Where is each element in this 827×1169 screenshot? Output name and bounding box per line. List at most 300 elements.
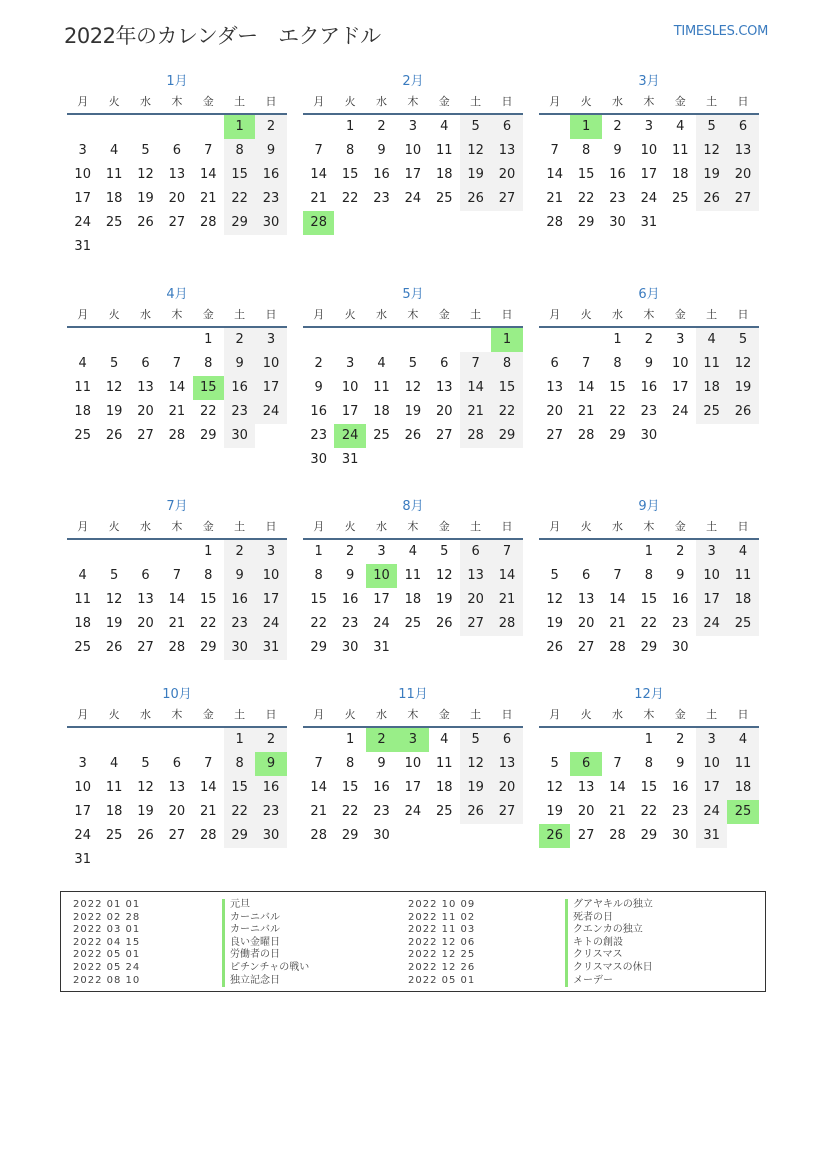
day-cell[interactable]: 22	[640, 804, 658, 819]
day-cell[interactable]: 27	[727, 187, 758, 211]
day-cell[interactable]: 22	[199, 616, 217, 631]
day-cell[interactable]: 29	[310, 640, 327, 655]
day-cell[interactable]: 20	[168, 191, 186, 206]
day-cell[interactable]: 29	[609, 428, 626, 443]
day-cell[interactable]: 20	[137, 404, 154, 419]
day-cell[interactable]: 12	[105, 592, 123, 607]
day-cell[interactable]: 1	[644, 544, 653, 559]
day-cell[interactable]: 12	[696, 139, 727, 163]
day-cell[interactable]: 7	[613, 756, 622, 771]
day-cell[interactable]: 24	[696, 800, 727, 824]
day-cell[interactable]: 11	[435, 143, 453, 158]
day-cell[interactable]: 21	[199, 191, 217, 206]
day-cell[interactable]: 9	[345, 568, 355, 583]
day-cell[interactable]: 6	[141, 356, 150, 371]
day-cell[interactable]: 17	[696, 776, 727, 800]
day-cell[interactable]: 19	[546, 804, 563, 819]
day-cell[interactable]: 24	[404, 804, 422, 819]
day-cell[interactable]: 4	[78, 356, 87, 371]
day-cell[interactable]: 7	[550, 143, 559, 158]
day-cell[interactable]: 17	[341, 404, 359, 419]
day-cell[interactable]: 28	[310, 828, 327, 843]
day-cell[interactable]: 17	[640, 167, 658, 182]
day-cell[interactable]: 12	[105, 380, 123, 395]
day-cell[interactable]: 23	[373, 804, 390, 819]
day-cell[interactable]: 27	[577, 828, 595, 843]
day-cell[interactable]: 18	[373, 404, 390, 419]
day-cell[interactable]: 15	[577, 167, 595, 182]
day-cell[interactable]: 3	[696, 540, 727, 564]
day-cell[interactable]: 28	[168, 428, 186, 443]
day-cell[interactable]: 24	[334, 424, 365, 448]
day-cell[interactable]: 13	[435, 380, 453, 395]
day-cell[interactable]: 21	[460, 400, 491, 424]
day-cell[interactable]: 28	[303, 211, 334, 235]
day-cell[interactable]: 24	[404, 191, 422, 206]
day-cell[interactable]: 2	[255, 728, 286, 752]
day-cell[interactable]: 17	[74, 804, 91, 819]
day-cell[interactable]: 13	[491, 752, 522, 776]
day-cell[interactable]: 13	[460, 564, 491, 588]
day-cell[interactable]: 1	[204, 544, 213, 559]
day-cell[interactable]: 22	[640, 616, 658, 631]
day-cell[interactable]: 3	[408, 119, 417, 134]
day-cell[interactable]: 6	[440, 356, 449, 371]
day-cell[interactable]: 17	[255, 588, 286, 612]
day-cell[interactable]: 3	[78, 756, 87, 771]
day-cell[interactable]: 6	[141, 568, 150, 583]
day-cell[interactable]: 11	[105, 780, 123, 795]
day-cell[interactable]: 5	[550, 568, 559, 583]
day-cell[interactable]: 5	[460, 728, 491, 752]
day-cell[interactable]: 30	[341, 640, 359, 655]
day-cell[interactable]: 13	[137, 592, 154, 607]
day-cell[interactable]: 15	[640, 780, 658, 795]
day-cell[interactable]: 4	[109, 143, 119, 158]
day-cell[interactable]: 29	[224, 211, 255, 235]
day-cell[interactable]: 15	[640, 592, 658, 607]
day-cell[interactable]: 7	[204, 143, 213, 158]
day-cell[interactable]: 15	[193, 376, 224, 400]
day-cell[interactable]: 11	[435, 756, 453, 771]
day-cell[interactable]: 5	[440, 544, 449, 559]
day-cell[interactable]: 8	[204, 568, 213, 583]
day-cell[interactable]: 9	[224, 564, 255, 588]
day-cell[interactable]: 26	[696, 187, 727, 211]
day-cell[interactable]: 7	[613, 568, 622, 583]
day-cell[interactable]: 14	[609, 592, 626, 607]
day-cell[interactable]: 18	[727, 776, 758, 800]
day-cell[interactable]: 18	[74, 404, 91, 419]
day-cell[interactable]: 12	[727, 352, 758, 376]
day-cell[interactable]: 17	[373, 592, 390, 607]
day-cell[interactable]: 9	[314, 380, 323, 395]
day-cell[interactable]: 12	[137, 167, 154, 182]
day-cell[interactable]: 28	[199, 828, 217, 843]
day-cell[interactable]: 23	[310, 428, 327, 443]
day-cell[interactable]: 29	[199, 640, 217, 655]
day-cell[interactable]: 26	[137, 215, 154, 230]
day-cell[interactable]: 1	[644, 732, 653, 747]
day-cell[interactable]: 16	[310, 404, 327, 419]
day-cell[interactable]: 7	[491, 540, 522, 564]
day-cell[interactable]: 30	[671, 828, 689, 843]
day-cell[interactable]: 13	[168, 780, 186, 795]
day-cell[interactable]: 4	[440, 732, 449, 747]
day-cell[interactable]: 9	[377, 143, 386, 158]
day-cell[interactable]: 17	[255, 376, 286, 400]
day-cell[interactable]: 9	[644, 356, 653, 371]
day-cell[interactable]: 21	[168, 404, 186, 419]
day-cell[interactable]: 23	[255, 187, 286, 211]
day-cell[interactable]: 21	[577, 404, 595, 419]
day-cell[interactable]: 22	[224, 187, 255, 211]
day-cell[interactable]: 9	[676, 568, 685, 583]
day-cell[interactable]: 22	[341, 191, 359, 206]
day-cell[interactable]: 2	[613, 119, 622, 134]
day-cell[interactable]: 5	[460, 115, 491, 139]
day-cell[interactable]: 22	[310, 616, 327, 631]
day-cell[interactable]: 10	[366, 564, 397, 588]
day-cell[interactable]: 26	[460, 187, 491, 211]
day-cell[interactable]: 30	[255, 211, 286, 235]
day-cell[interactable]: 11	[74, 592, 91, 607]
day-cell[interactable]: 20	[168, 804, 186, 819]
day-cell[interactable]: 17	[671, 380, 689, 395]
day-cell[interactable]: 15	[310, 592, 327, 607]
day-cell[interactable]: 9	[377, 756, 386, 771]
day-cell[interactable]: 8	[224, 139, 255, 163]
day-cell[interactable]: 21	[168, 616, 186, 631]
day-cell[interactable]: 22	[341, 804, 359, 819]
day-cell[interactable]: 11	[696, 352, 727, 376]
day-cell[interactable]: 29	[224, 824, 255, 848]
day-cell[interactable]: 13	[577, 780, 595, 795]
day-cell[interactable]: 30	[310, 452, 327, 467]
day-cell[interactable]: 10	[404, 756, 422, 771]
day-cell[interactable]: 14	[460, 376, 491, 400]
day-cell[interactable]: 29	[640, 828, 658, 843]
day-cell[interactable]: 3	[377, 544, 386, 559]
day-cell[interactable]: 27	[577, 640, 595, 655]
day-cell[interactable]: 8	[204, 356, 213, 371]
day-cell[interactable]: 19	[546, 616, 563, 631]
day-cell[interactable]: 5	[408, 356, 417, 371]
day-cell[interactable]: 27	[491, 187, 522, 211]
day-cell[interactable]: 22	[224, 800, 255, 824]
day-cell[interactable]: 9	[676, 756, 685, 771]
day-cell[interactable]: 25	[404, 616, 422, 631]
day-cell[interactable]: 30	[373, 828, 390, 843]
day-cell[interactable]: 9	[255, 752, 286, 776]
day-cell[interactable]: 19	[404, 404, 422, 419]
day-cell[interactable]: 24	[74, 215, 91, 230]
day-cell[interactable]: 26	[727, 400, 758, 424]
day-cell[interactable]: 24	[696, 612, 727, 636]
day-cell[interactable]: 6	[172, 756, 181, 771]
day-cell[interactable]: 9	[255, 139, 286, 163]
day-cell[interactable]: 2	[345, 544, 355, 559]
day-cell[interactable]: 13	[727, 139, 758, 163]
day-cell[interactable]: 15	[199, 592, 217, 607]
day-cell[interactable]: 2	[224, 540, 255, 564]
day-cell[interactable]: 12	[435, 568, 453, 583]
day-cell[interactable]: 26	[539, 824, 570, 848]
day-cell[interactable]: 23	[609, 191, 626, 206]
day-cell[interactable]: 3	[255, 540, 286, 564]
day-cell[interactable]: 18	[105, 804, 123, 819]
day-cell[interactable]: 2	[377, 119, 386, 134]
day-cell[interactable]: 20	[435, 404, 453, 419]
day-cell[interactable]: 20	[491, 776, 522, 800]
day-cell[interactable]: 20	[460, 588, 491, 612]
day-cell[interactable]: 18	[435, 780, 453, 795]
day-cell[interactable]: 11	[727, 752, 758, 776]
day-cell[interactable]: 16	[255, 776, 286, 800]
day-cell[interactable]: 1	[204, 332, 213, 347]
day-cell[interactable]: 1	[345, 732, 355, 747]
day-cell[interactable]: 22	[199, 404, 217, 419]
day-cell[interactable]: 14	[491, 564, 522, 588]
day-cell[interactable]: 25	[74, 428, 91, 443]
day-cell[interactable]: 3	[78, 143, 87, 158]
day-cell[interactable]: 15	[341, 780, 359, 795]
day-cell[interactable]: 14	[168, 380, 186, 395]
day-cell[interactable]: 27	[137, 640, 154, 655]
day-cell[interactable]: 7	[460, 352, 491, 376]
day-cell[interactable]: 6	[727, 115, 758, 139]
day-cell[interactable]: 14	[577, 380, 595, 395]
day-cell[interactable]: 8	[345, 143, 355, 158]
day-cell[interactable]: 27	[546, 428, 563, 443]
day-cell[interactable]: 3	[676, 332, 685, 347]
day-cell[interactable]: 24	[671, 404, 689, 419]
day-cell[interactable]: 7	[172, 356, 181, 371]
day-cell[interactable]: 16	[671, 592, 689, 607]
day-cell[interactable]: 23	[224, 400, 255, 424]
day-cell[interactable]: 10	[640, 143, 658, 158]
day-cell[interactable]: 22	[491, 400, 522, 424]
day-cell[interactable]: 11	[727, 564, 758, 588]
day-cell[interactable]: 4	[377, 356, 386, 371]
day-cell[interactable]: 1	[224, 115, 255, 139]
day-cell[interactable]: 19	[105, 404, 123, 419]
day-cell[interactable]: 17	[404, 167, 422, 182]
day-cell[interactable]: 2	[255, 115, 286, 139]
day-cell[interactable]: 26	[137, 828, 154, 843]
day-cell[interactable]: 3	[397, 728, 428, 752]
day-cell[interactable]: 18	[727, 588, 758, 612]
day-cell[interactable]: 16	[640, 380, 658, 395]
day-cell[interactable]: 16	[671, 780, 689, 795]
day-cell[interactable]: 13	[577, 592, 595, 607]
day-cell[interactable]: 21	[491, 588, 522, 612]
day-cell[interactable]: 5	[696, 115, 727, 139]
day-cell[interactable]: 25	[74, 640, 91, 655]
day-cell[interactable]: 28	[577, 428, 595, 443]
day-cell[interactable]: 31	[341, 452, 359, 467]
day-cell[interactable]: 15	[609, 380, 626, 395]
day-cell[interactable]: 20	[727, 163, 758, 187]
day-cell[interactable]: 8	[224, 752, 255, 776]
day-cell[interactable]: 19	[435, 592, 453, 607]
day-cell[interactable]: 30	[224, 636, 255, 660]
day-cell[interactable]: 27	[137, 428, 154, 443]
day-cell[interactable]: 6	[570, 752, 601, 776]
day-cell[interactable]: 10	[696, 752, 727, 776]
day-cell[interactable]: 10	[696, 564, 727, 588]
day-cell[interactable]: 9	[224, 352, 255, 376]
day-cell[interactable]: 3	[644, 119, 653, 134]
day-cell[interactable]: 18	[671, 167, 689, 182]
day-cell[interactable]: 12	[137, 780, 154, 795]
day-cell[interactable]: 30	[609, 215, 626, 230]
day-cell[interactable]: 30	[255, 824, 286, 848]
day-cell[interactable]: 5	[141, 756, 150, 771]
day-cell[interactable]: 31	[255, 636, 286, 660]
day-cell[interactable]: 26	[105, 640, 123, 655]
day-cell[interactable]: 27	[435, 428, 453, 443]
day-cell[interactable]: 4	[78, 568, 87, 583]
day-cell[interactable]: 14	[168, 592, 186, 607]
day-cell[interactable]: 23	[671, 616, 689, 631]
day-cell[interactable]: 20	[137, 616, 154, 631]
day-cell[interactable]: 4	[696, 328, 727, 352]
day-cell[interactable]: 10	[255, 352, 286, 376]
day-cell[interactable]: 13	[546, 380, 563, 395]
day-cell[interactable]: 13	[491, 139, 522, 163]
day-cell[interactable]: 14	[546, 167, 563, 182]
day-cell[interactable]: 12	[404, 380, 422, 395]
day-cell[interactable]: 12	[460, 139, 491, 163]
day-cell[interactable]: 21	[310, 804, 327, 819]
day-cell[interactable]: 31	[696, 824, 727, 848]
day-cell[interactable]: 23	[373, 191, 390, 206]
day-cell[interactable]: 18	[105, 191, 123, 206]
day-cell[interactable]: 29	[341, 828, 359, 843]
day-cell[interactable]: 6	[491, 115, 522, 139]
day-cell[interactable]: 1	[570, 115, 601, 139]
day-cell[interactable]: 23	[255, 800, 286, 824]
day-cell[interactable]: 26	[105, 428, 123, 443]
day-cell[interactable]: 15	[224, 776, 255, 800]
day-cell[interactable]: 10	[341, 380, 359, 395]
day-cell[interactable]: 10	[74, 167, 91, 182]
day-cell[interactable]: 24	[255, 612, 286, 636]
day-cell[interactable]: 14	[199, 167, 217, 182]
day-cell[interactable]: 21	[199, 804, 217, 819]
day-cell[interactable]: 19	[460, 163, 491, 187]
day-cell[interactable]: 12	[546, 780, 563, 795]
day-cell[interactable]: 5	[109, 356, 119, 371]
day-cell[interactable]: 2	[676, 544, 685, 559]
day-cell[interactable]: 14	[310, 780, 327, 795]
day-cell[interactable]: 16	[224, 588, 255, 612]
day-cell[interactable]: 30	[640, 428, 658, 443]
day-cell[interactable]: 25	[435, 804, 453, 819]
day-cell[interactable]: 4	[440, 119, 449, 134]
day-cell[interactable]: 17	[74, 191, 91, 206]
day-cell[interactable]: 10	[74, 780, 91, 795]
day-cell[interactable]: 27	[460, 612, 491, 636]
day-cell[interactable]: 22	[609, 404, 626, 419]
day-cell[interactable]: 25	[671, 191, 689, 206]
day-cell[interactable]: 20	[491, 163, 522, 187]
day-cell[interactable]: 4	[408, 544, 417, 559]
day-cell[interactable]: 10	[404, 143, 422, 158]
day-cell[interactable]: 9	[613, 143, 622, 158]
day-cell[interactable]: 21	[310, 191, 327, 206]
day-cell[interactable]: 26	[435, 616, 453, 631]
day-cell[interactable]: 23	[341, 616, 359, 631]
day-cell[interactable]: 2	[224, 328, 255, 352]
day-cell[interactable]: 27	[168, 828, 186, 843]
day-cell[interactable]: 4	[727, 728, 758, 752]
day-cell[interactable]: 25	[373, 428, 390, 443]
day-cell[interactable]: 24	[640, 191, 658, 206]
day-cell[interactable]: 6	[172, 143, 181, 158]
day-cell[interactable]: 11	[105, 167, 123, 182]
day-cell[interactable]: 2	[644, 332, 653, 347]
day-cell[interactable]: 1	[491, 328, 522, 352]
day-cell[interactable]: 2	[314, 356, 323, 371]
day-cell[interactable]: 4	[727, 540, 758, 564]
day-cell[interactable]: 19	[696, 163, 727, 187]
day-cell[interactable]: 29	[640, 640, 658, 655]
day-cell[interactable]: 14	[609, 780, 626, 795]
day-cell[interactable]: 28	[546, 215, 563, 230]
day-cell[interactable]: 4	[676, 119, 685, 134]
day-cell[interactable]: 28	[491, 612, 522, 636]
day-cell[interactable]: 5	[727, 328, 758, 352]
day-cell[interactable]: 28	[460, 424, 491, 448]
day-cell[interactable]: 25	[105, 828, 123, 843]
day-cell[interactable]: 3	[345, 356, 355, 371]
day-cell[interactable]: 8	[345, 756, 355, 771]
day-cell[interactable]: 8	[644, 568, 653, 583]
day-cell[interactable]: 7	[314, 756, 323, 771]
day-cell[interactable]: 28	[168, 640, 186, 655]
day-cell[interactable]: 19	[727, 376, 758, 400]
day-cell[interactable]: 1	[314, 544, 323, 559]
day-cell[interactable]: 12	[460, 752, 491, 776]
day-cell[interactable]: 28	[199, 215, 217, 230]
day-cell[interactable]: 29	[199, 428, 217, 443]
day-cell[interactable]: 6	[491, 728, 522, 752]
day-cell[interactable]: 5	[550, 756, 559, 771]
day-cell[interactable]: 6	[581, 568, 591, 583]
day-cell[interactable]: 6	[460, 540, 491, 564]
day-cell[interactable]: 30	[224, 424, 255, 448]
day-cell[interactable]: 10	[671, 356, 689, 371]
day-cell[interactable]: 6	[550, 356, 559, 371]
day-cell[interactable]: 19	[105, 616, 123, 631]
day-cell[interactable]: 17	[404, 780, 422, 795]
day-cell[interactable]: 14	[310, 167, 327, 182]
day-cell[interactable]: 24	[373, 616, 390, 631]
day-cell[interactable]: 14	[199, 780, 217, 795]
day-cell[interactable]: 28	[609, 828, 626, 843]
day-cell[interactable]: 8	[314, 568, 323, 583]
day-cell[interactable]: 20	[577, 804, 595, 819]
day-cell[interactable]: 4	[109, 756, 119, 771]
day-cell[interactable]: 16	[373, 167, 390, 182]
day-cell[interactable]: 8	[613, 356, 622, 371]
day-cell[interactable]: 20	[577, 616, 595, 631]
day-cell[interactable]: 31	[373, 640, 390, 655]
day-cell[interactable]: 16	[224, 376, 255, 400]
day-cell[interactable]: 21	[609, 804, 626, 819]
